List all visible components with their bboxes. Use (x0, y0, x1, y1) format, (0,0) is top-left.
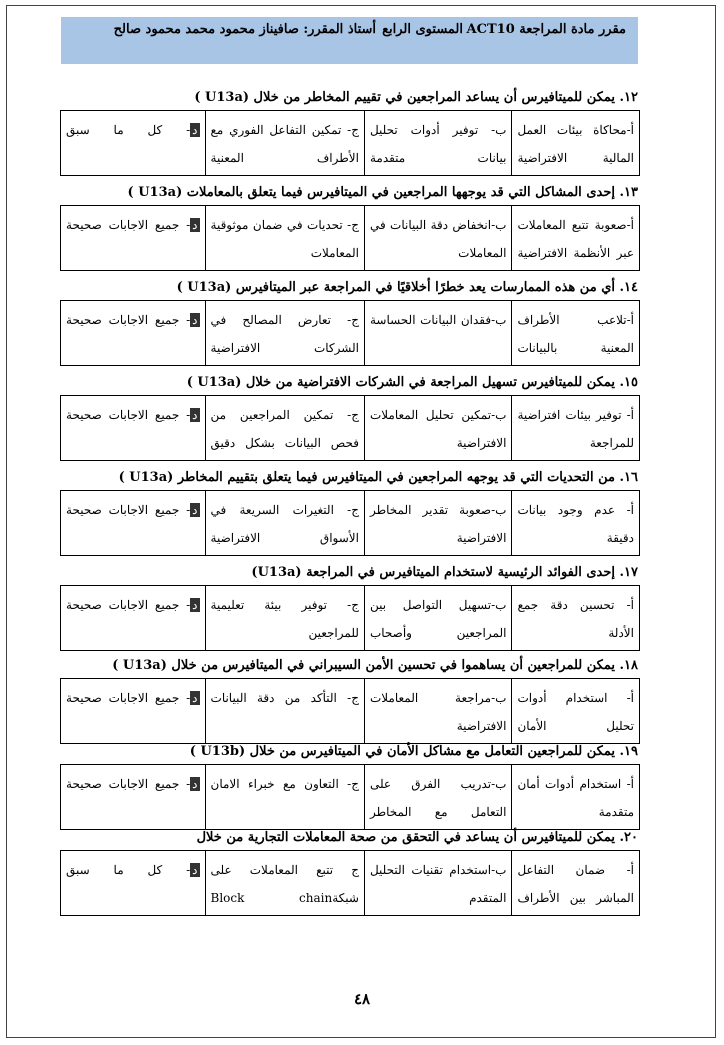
option-b: ب-فقدان البيانات الحساسة (364, 301, 511, 365)
options-table (60, 205, 640, 271)
option-b: ب-انخفاض دقة البيانات في المعاملات (364, 206, 511, 270)
option-a: أ- ضمان التفاعل المباشر بين الأطراف (511, 851, 639, 915)
question-title: ١٢. يمكن للميتافيرس أن يساعد المراجعين في تقييم المخاطر من خلال (U13a ) (194, 90, 638, 105)
option-c: ج تتبع المعاملات على شبكةBlock chain (205, 851, 364, 915)
option-c: ج- تمكين المراجعين من فحص البيانات بشكل دقيق (205, 396, 364, 460)
question-17 (60, 563, 640, 651)
question-title: ١٤. أي من هذه الممارسات يعد خطرًا أخلاقيًا في المراجعة عبر الميتافيرس (U13a ) (176, 280, 638, 295)
question-title: ١٣. إحدى المشاكل التي قد يوجهها المراجعين في الميتافيرس فيما يتعلق بالمعاملات (U13a ) (127, 185, 638, 200)
option-d: د- كل ما سبق (66, 123, 198, 137)
question-18 (60, 656, 640, 744)
option-a: أ- استخدام أدوات تحليل الأمان (511, 679, 639, 743)
option-b: ب-صعوبة تقدير المخاطر الافتراضية (364, 491, 511, 555)
option-d: د- جميع الاجابات صحيحة (66, 218, 198, 232)
options-table (60, 110, 640, 176)
option-c: ج- تحديات في ضمان موثوقية المعاملات (205, 206, 364, 270)
question-19 (60, 742, 640, 830)
level-label: المستوى الرابع (382, 22, 463, 37)
option-letter-marker: د (192, 598, 198, 612)
options-table (60, 678, 640, 744)
option-letter-marker: د (192, 777, 198, 791)
options-table (60, 850, 640, 916)
option-c: ج- التأكد من دقة البيانات (205, 679, 364, 743)
option-d: د- جميع الاجابات صحيحة (66, 408, 198, 422)
question-12 (60, 88, 640, 176)
option-d: د- جميع الاجابات صحيحة (66, 598, 198, 612)
question-15 (60, 373, 640, 461)
question-20 (60, 828, 640, 916)
option-a: أ- استخدام أدوات أمان متقدمة (511, 765, 639, 829)
option-d: د- جميع الاجابات صحيحة (66, 691, 198, 705)
options-table (60, 395, 640, 461)
option-letter-marker: د (192, 503, 198, 517)
question-13 (60, 183, 640, 271)
option-c: ج- التعاون مع خبراء الامان (205, 765, 364, 829)
option-a: أ-صعوبة تتبع المعاملات عبر الأنظمة الافتراضية (511, 206, 639, 270)
question-title: ١٦. من التحديات التي قد يوجهه المراجعين في الميتافيرس فيما يتعلق بتقييم المخاطر (U13a ) (118, 470, 638, 485)
option-a: أ- توفير بيئات افتراضية للمراجعة (511, 396, 639, 460)
option-letter-marker: د (192, 218, 198, 232)
option-a: أ- تحسين دقة جمع الأدلة (511, 586, 639, 650)
page-number: ٤٨ (353, 990, 371, 1008)
option-d: د- جميع الاجابات صحيحة (66, 777, 198, 791)
option-b: ب-استخدام تقنيات التحليل المتقدم (364, 851, 511, 915)
course-title: مقرر مادة المراجعة ACT10 (466, 22, 626, 37)
option-a: أ-تلاعب الأطراف المعنية بالبيانات (511, 301, 639, 365)
question-14 (60, 278, 640, 366)
question-title: ١٧. إحدى الفوائد الرئيسية لاستخدام الميتافيرس في المراجعة (U13a) (251, 565, 638, 580)
options-table (60, 490, 640, 556)
option-b: ب-تدريب الفرق على التعامل مع المخاطر (364, 765, 511, 829)
options-table (60, 764, 640, 830)
options-table (60, 300, 640, 366)
question-title: ١٩. يمكن للمراجعين التعامل مع مشاكل الأمان في الميتافيرس من خلال (U13b ) (189, 744, 638, 759)
option-a: أ- عدم وجود بيانات دقيقة (511, 491, 639, 555)
option-letter-marker: د (192, 123, 198, 137)
option-d: د- جميع الاجابات صحيحة (66, 503, 198, 517)
option-b: ب-تسهيل التواصل بين المراجعين وأصحاب (364, 586, 511, 650)
question-title: ١٥. يمكن للميتافيرس تسهيل المراجعة في الشركات الافتراضية من خلال (U13a ) (186, 375, 638, 390)
option-c: ج- تعارض المصالح في الشركات الافتراضية (205, 301, 364, 365)
option-c: ج- التغيرات السريعة في الأسواق الافتراضية (205, 491, 364, 555)
option-d: د- كل ما سبق (66, 863, 198, 877)
option-b: ب-تمكين تحليل المعاملات الافتراضية (364, 396, 511, 460)
question-16 (60, 468, 640, 556)
option-c: ج- توفير بيئة تعليمية للمراجعين (205, 586, 364, 650)
option-a: أ-محاكاة بيئات العمل المالية الافتراضية (511, 111, 639, 175)
option-b: ب- توفير أدوات تحليل بيانات متقدمة (364, 111, 511, 175)
question-title: ١٨. يمكن للمراجعين أن يساهموا في تحسين الأمن السيبراني في الميتافيرس من خلال (U13a ) (112, 658, 638, 673)
page-header (61, 17, 638, 64)
option-letter-marker: د (192, 863, 198, 877)
options-table (60, 585, 640, 651)
option-d: د- جميع الاجابات صحيحة (66, 313, 198, 327)
question-title: ٢٠. يمكن للميتافيرس أن يساعد في التحقق من صحة المعاملات التجارية من خلال (196, 830, 638, 845)
option-b: ب-مراجعة المعاملات الافتراضية (364, 679, 511, 743)
option-c: ج- تمكين التفاعل الفوري مع الأطراف المعنية (205, 111, 364, 175)
option-letter-marker: د (192, 408, 198, 422)
option-letter-marker: د (192, 313, 198, 327)
teacher-name: أستاذ المقرر: صافيناز محمود محمد محمود صالح (113, 22, 376, 37)
option-letter-marker: د (192, 691, 198, 705)
